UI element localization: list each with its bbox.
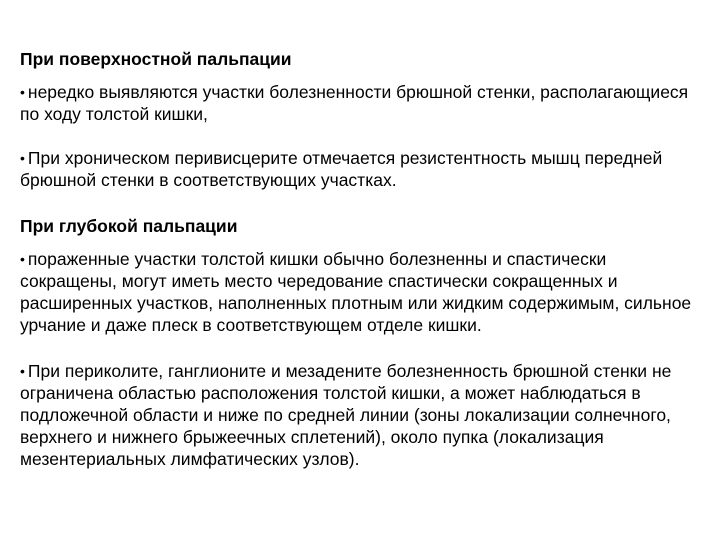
bullet-text: нередко выявляются участки болезненности брюшной стенки, располагающиеся по ходу толстой кишки, (20, 82, 689, 124)
bullet-text: При периколите, ганглионите и мезадените болезненность брюшной стенки не ограничена областью расположения толстой кишки, а может наблюдаться в подложечной области и ниже по средней линии (зоны локализации солнечного, верхнего и нижнего брыжеечных сплетений), около пупка (локализация мезентериальных лимфатических узлов). (20, 361, 672, 469)
bullet-icon: • (20, 251, 25, 267)
slide-content (20, 48, 706, 470)
bullet-icon: • (20, 363, 25, 379)
section-heading-superficial-palpation: При поверхностной пальпации (20, 49, 292, 69)
bullet-text: При хроническом перивисцерите отмечается резистентность мышц передней брюшной стенки в соответствующих участках. (20, 148, 663, 190)
bullet-item (20, 81, 706, 125)
bullet-item (20, 360, 706, 470)
section-heading-deep-palpation: При глубокой пальпации (20, 216, 238, 236)
bullet-icon: • (20, 150, 25, 166)
bullet-item (20, 147, 706, 191)
bullet-item (20, 248, 706, 336)
bullet-icon: • (20, 84, 25, 100)
bullet-text: пораженные участки толстой кишки обычно болезненны и спастически сокращены, могут иметь место чередование спастически сокращенных и расширенных участков, наполненных плотным или жидким содержимым, сильное урчание и даже плеск в соответствующем отделе кишки. (20, 249, 692, 335)
